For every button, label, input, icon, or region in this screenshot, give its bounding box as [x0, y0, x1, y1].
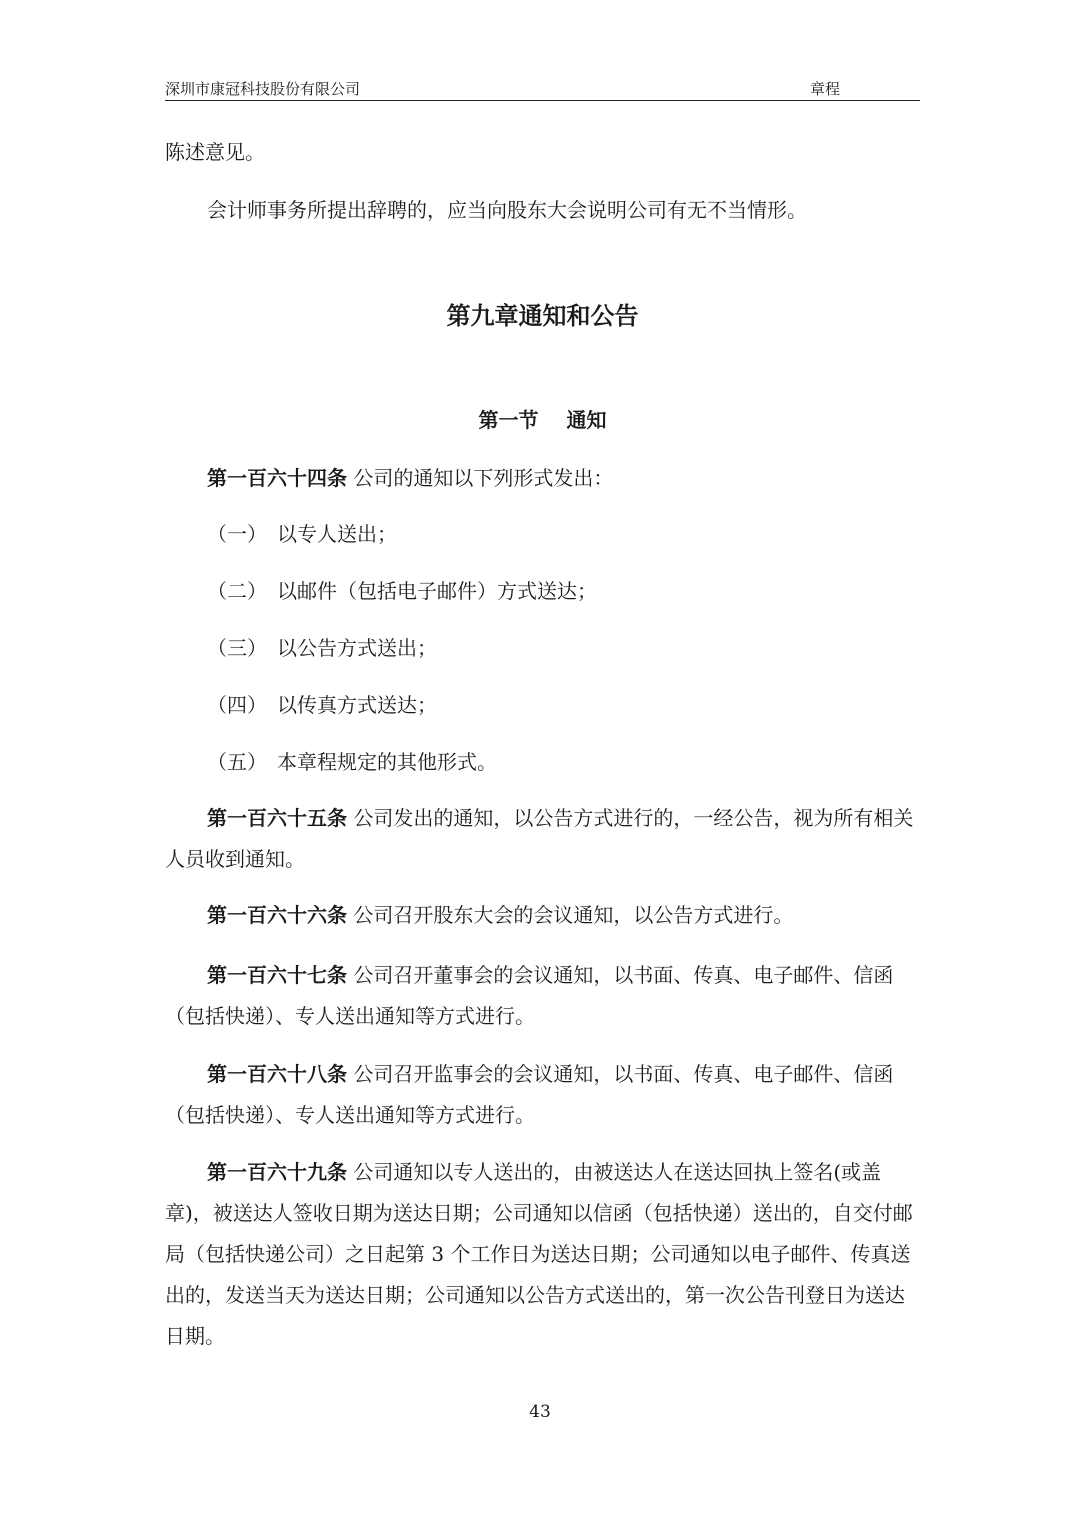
list-item [207, 571, 597, 612]
list-item [207, 628, 437, 669]
page-number: 43 [529, 1402, 551, 1422]
article-label: 第一百六十七条 [207, 963, 347, 987]
section-title [165, 404, 920, 433]
list-item [207, 685, 437, 726]
article-167 [165, 955, 920, 1037]
list-item-text: 以传真方式送达； [277, 693, 437, 717]
header-company-name: 深圳市康冠科技股份有限公司 [165, 80, 361, 98]
list-item-number: （四） [207, 693, 267, 717]
list-item-text: 以邮件（包括电子邮件）方式送达； [277, 579, 597, 603]
list-item [207, 742, 497, 783]
chapter-title: 第九章通知和公告 [446, 301, 639, 330]
article-text: 公司召开监事会的会议通知，以书面、传真、电子邮件、信函（包括快递）、专人送出通知等方式进行。 [165, 1062, 894, 1127]
list-item-number: （五） [207, 750, 267, 774]
section-number: 第一节 [478, 408, 539, 432]
paragraph-resignation: 会计师事务所提出辞聘的，应当向股东大会说明公司有无不当情形。 [207, 198, 807, 222]
article-text: 公司召开董事会的会议通知，以书面、传真、电子邮件、信函（包括快递）、专人送出通知等方式进行。 [165, 963, 894, 1028]
article-166 [165, 895, 920, 936]
list-item [207, 514, 397, 555]
header-document-title: 章程 [810, 80, 841, 98]
list-item-number: （一） [207, 522, 267, 546]
paragraph-continued: 陈述意见。 [165, 140, 265, 164]
article-text: 公司发出的通知，以公告方式进行的，一经公告，视为所有相关人员收到通知。 [165, 806, 914, 871]
article-text: 公司的通知以下列形式发出： [353, 466, 614, 490]
article-label: 第一百六十六条 [207, 903, 347, 927]
article-169 [165, 1152, 920, 1357]
page-header [165, 74, 920, 101]
list-item-text: 以公告方式送出； [277, 636, 437, 660]
article-text: 公司通知以专人送出的，由被送达人在送达回执上签名(或盖章)，被送达人签收日期为送达日期；公司通知以信函（包括快递）送出的，自交付邮局（包括快递公司）之日起第 3 个工作日为送达日期；公司通知以电子邮件、传真送出的，发送当天为送达日期；公司通知以公告方式送出的，第一次公告刊登日为送达日期。 [165, 1160, 913, 1348]
article-text: 公司召开股东大会的会议通知，以公告方式进行。 [353, 903, 794, 927]
article-label: 第一百六十八条 [207, 1062, 347, 1086]
list-item-number: （三） [207, 636, 267, 660]
list-item-text: 本章程规定的其他形式。 [277, 750, 497, 774]
article-168 [165, 1054, 920, 1136]
article-label: 第一百六十五条 [207, 806, 347, 830]
article-label: 第一百六十四条 [207, 466, 347, 490]
article-label: 第一百六十九条 [207, 1160, 347, 1184]
list-item-text: 以专人送出； [277, 522, 397, 546]
list-item-number: （二） [207, 579, 267, 603]
article-164 [165, 458, 920, 499]
section-name: 通知 [566, 408, 607, 432]
article-165 [165, 798, 920, 880]
